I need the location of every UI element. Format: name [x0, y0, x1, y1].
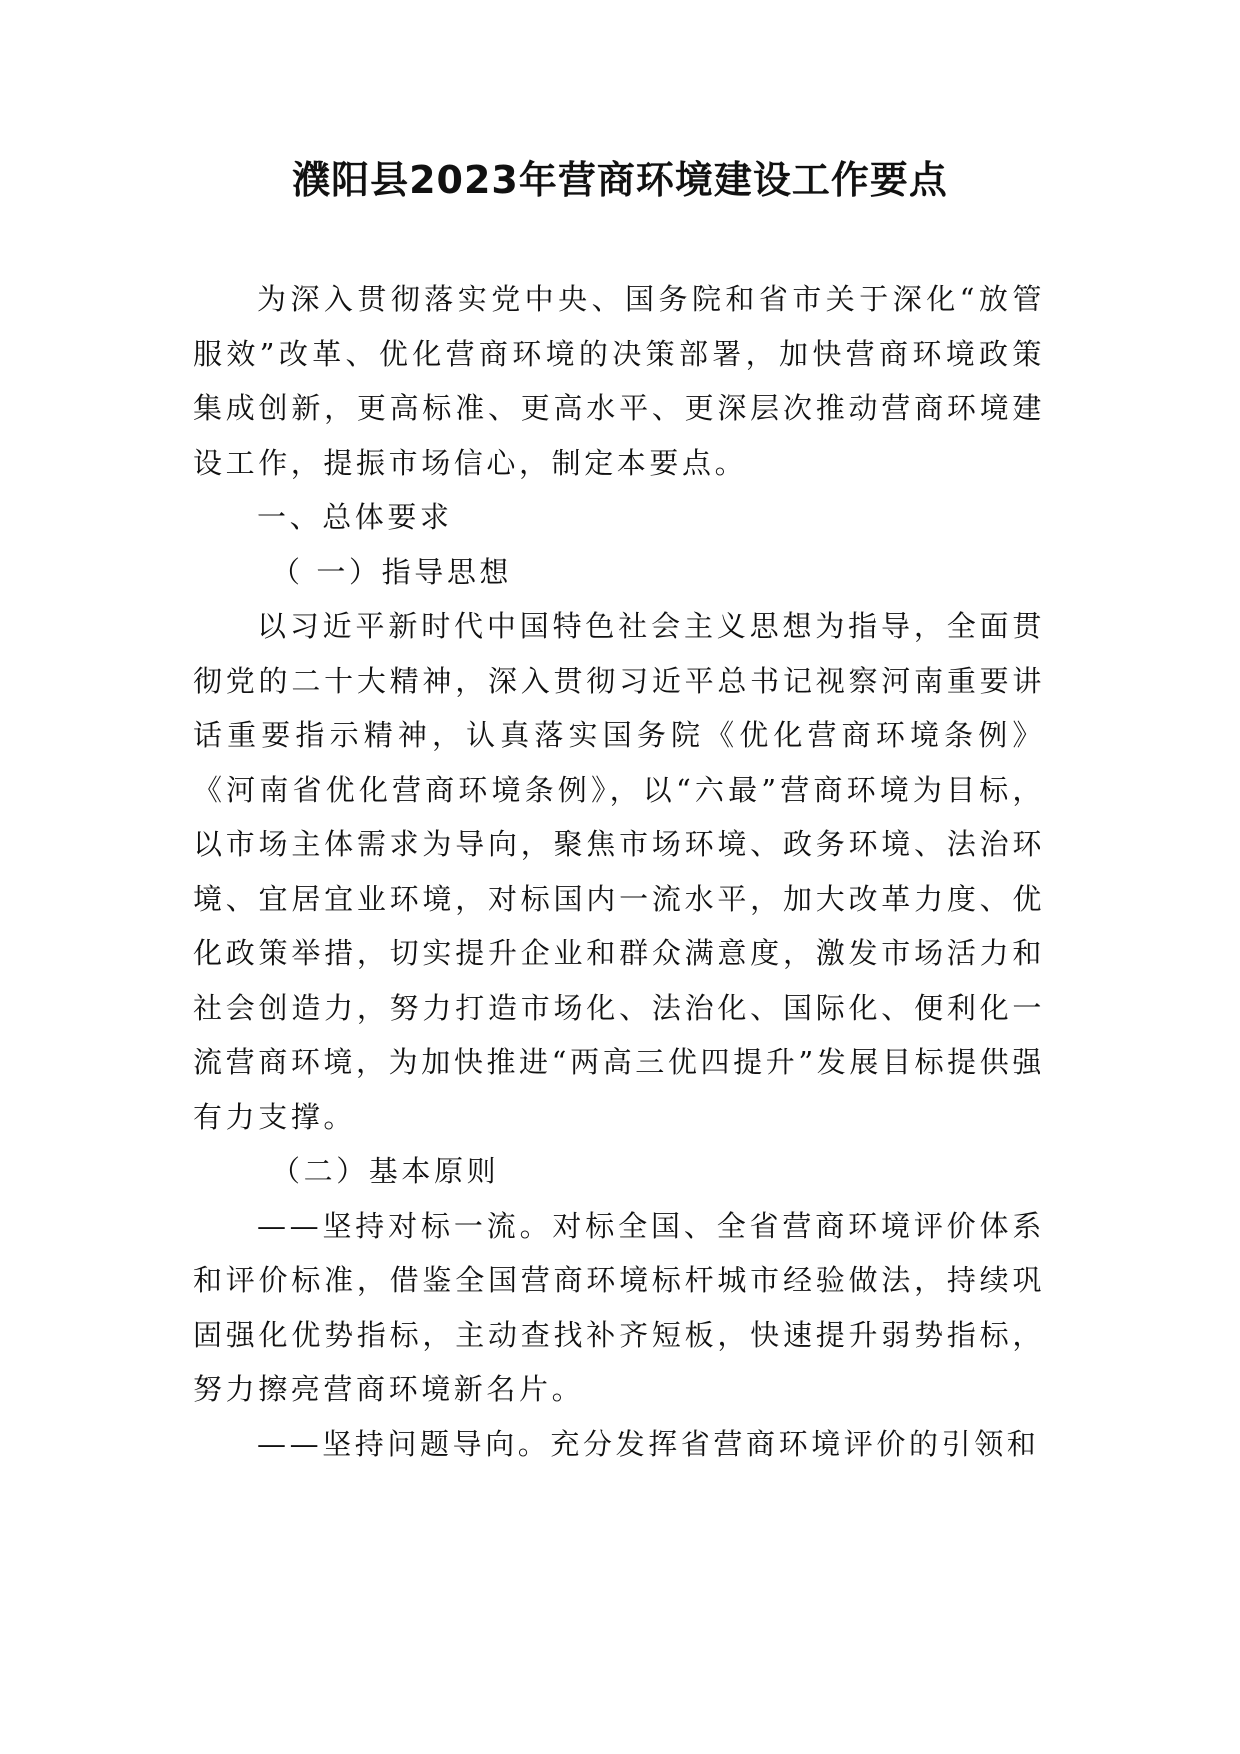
section-heading-general-requirements: 一、总体要求	[257, 500, 453, 534]
principle-problem-oriented-paragraph: ——坚持问题导向。充分发挥省营商环境评价的引领和	[257, 1426, 1040, 1461]
subsection-heading-guiding-ideology: （ 一）指导思想	[271, 554, 513, 589]
intro-paragraph: 为深入贯彻落实党中央、国务院和省市关于深化“放管服效”改革、优化营商环境的决策部署，加快营商环境政策集成创新，更高标准、更高水平、更深层次推动营商环境建设工作，提振市场信心，制定本要点。	[193, 282, 1045, 480]
subsection-heading-basic-principles: （二）基本原则	[271, 1154, 500, 1188]
principle-benchmark-paragraph: ——坚持对标一流。对标全国、全省营商环境评价体系和评价标准，借鉴全国营商环境标杆城市经验做法，持续巩固强化优势指标，主动查找补齐短板，快速提升弱势指标，努力擦亮营商环境新名片。	[193, 1208, 1045, 1406]
guiding-ideology-paragraph: 以习近平新时代中国特色社会主义思想为指导，全面贯彻党的二十大精神，深入贯彻习近平总书记视察河南重要讲话重要指示精神，认真落实国务院《优化营商环境条例》《河南省优化营商环境条例》，以“六最”营商环境为目标，以市场主体需求为导向，聚焦市场环境、政务环境、法治环境、宜居宜业环境，对标国内一流水平，加大改革力度、优化政策举措，切实提升企业和群众满意度，激发市场活力和社会创造力，努力打造市场化、法治化、国际化、便利化一流营商环境，为加快推进“两高三优四提升”发展目标提供强有力支撑。	[193, 609, 1045, 1134]
document-title: 濮阳县2023年营商环境建设工作要点	[292, 158, 948, 202]
document-body	[193, 272, 1045, 1471]
